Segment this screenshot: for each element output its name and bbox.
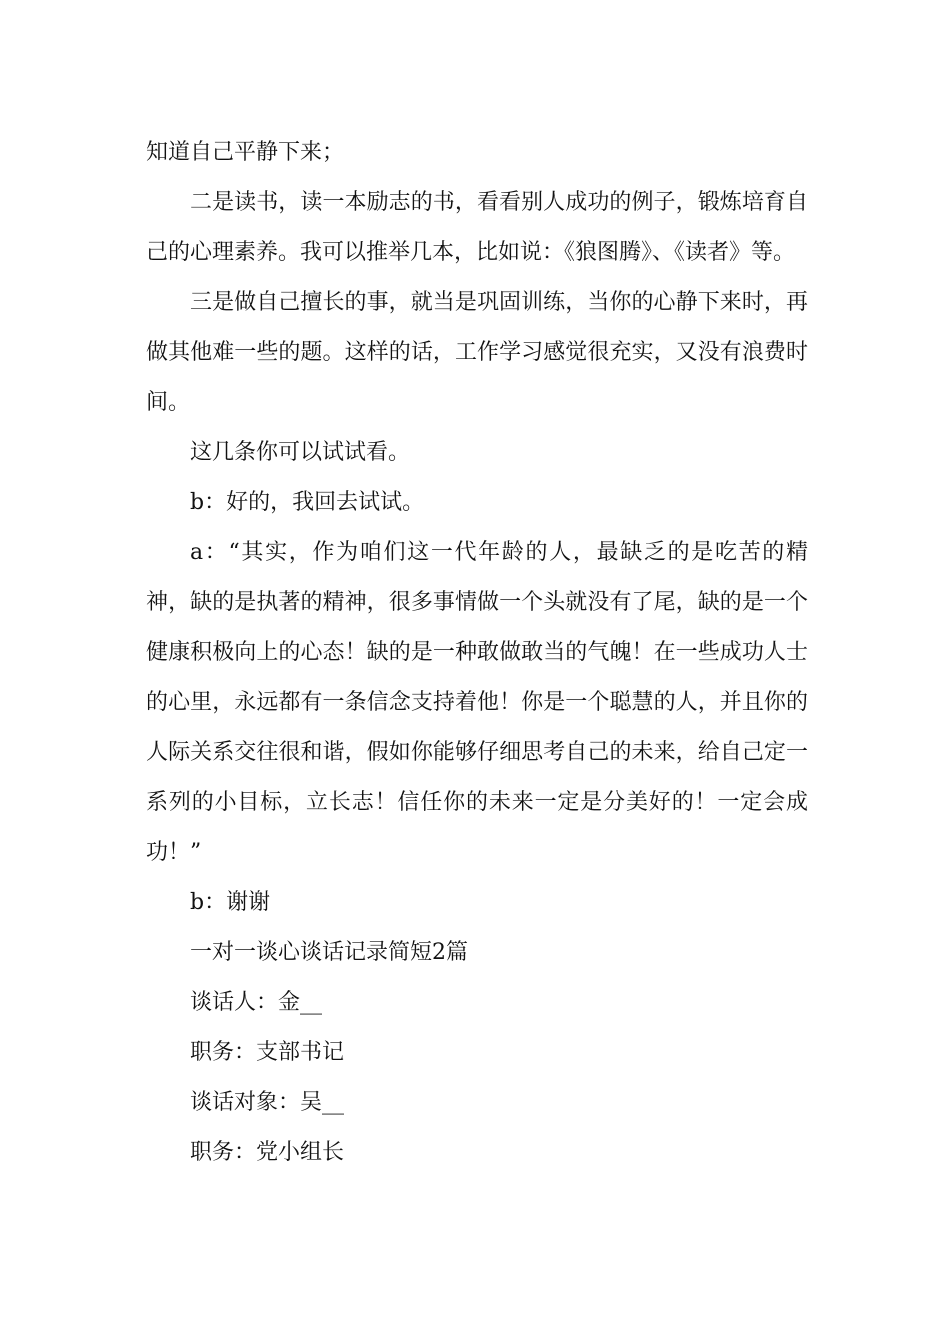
paragraph-reading-advice: 二是读书，读一本励志的书，看看别人成功的例子，锻炼培育自己的心理素养。我可以推举几本，比如说：《狼图腾》、《读者》等。 xyxy=(146,190,808,265)
field-interviewer-position: 职务：支部书记 xyxy=(190,1040,345,1065)
paragraph-strengths-advice: 三是做自己擅长的事，就当是巩固训练，当你的心静下来时，再做其他难一些的题。这样的话，工作学习感觉很充实，又没有浪费时间。 xyxy=(146,290,808,415)
paragraph-continuation: 知道自己平静下来； xyxy=(146,140,345,165)
paragraph-try-suggestion: 这几条你可以试试看。 xyxy=(190,440,411,465)
field-interviewer: 谈话人：金__ xyxy=(190,990,323,1015)
field-interviewee-position: 职务：党小组长 xyxy=(190,1140,345,1165)
section-heading: 一对一谈心谈话记录简短2篇 xyxy=(190,940,468,965)
paragraph-b-thanks: b：谢谢 xyxy=(190,890,271,915)
paragraph-a-speech: a：“其实，作为咱们这一代年龄的人，最缺乏的是吃苦的精神，缺的是执著的精神，很多事情做一个头就没有了尾，缺的是一个健康积极向上的心态！缺的是一种敢做敢当的气魄！在一些成功人士的心里，永远都有一条信念支持着他！你是一个聪慧的人，并且你的人际关系交往很和谐，假如你能够仔细思考自己的未来，给自己定一系列的小目标，立长志！信任你的未来一定是分美好的！一定会成功！” xyxy=(146,540,808,865)
document-body xyxy=(146,128,808,1178)
paragraph-b-reply: b：好的，我回去试试。 xyxy=(190,490,425,515)
field-interviewee: 谈话对象：吴__ xyxy=(190,1090,345,1115)
